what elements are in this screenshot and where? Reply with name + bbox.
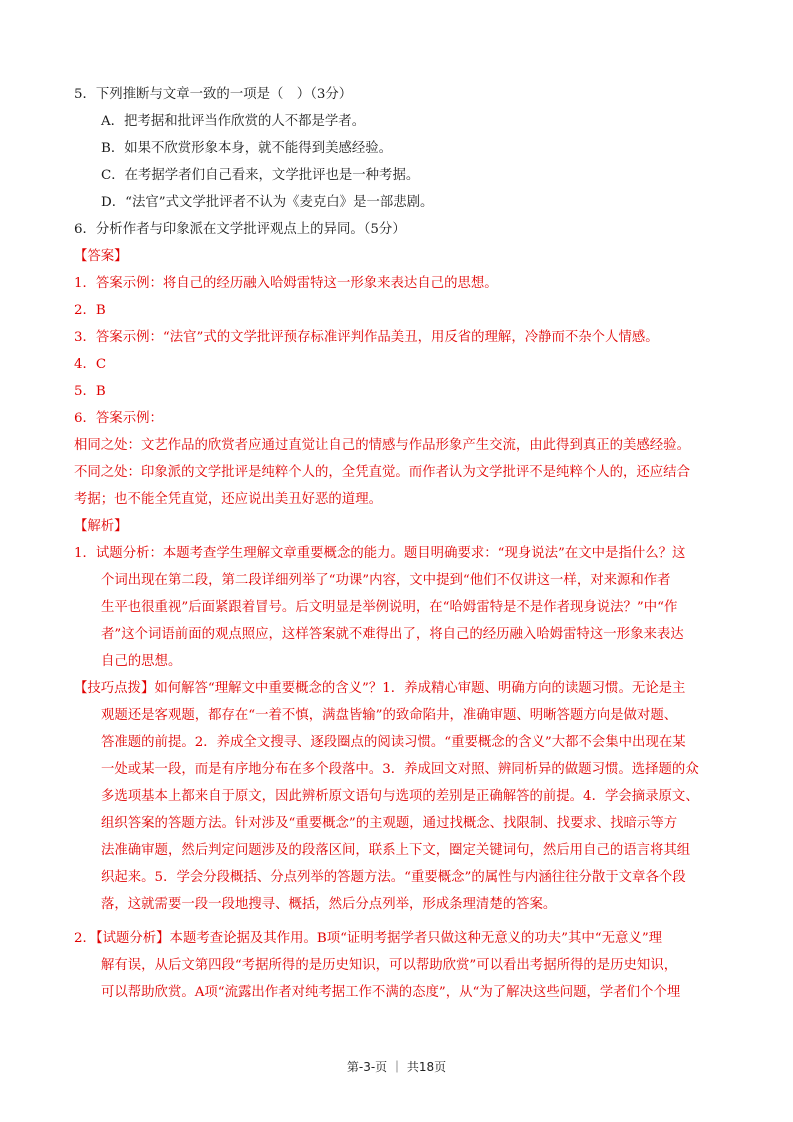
tips-line: 法准确审题，然后判定问题涉及的段落区间，联系上下文，圈定关键词句，然后用自己的语言将其组 [101,843,691,858]
analysis-item-2-line: 解有误，从后文第四段“考据所得的是历史知识，可以帮助欣赏”可以看出考据所得的是历史知识， [101,958,678,973]
answer-line: 1．答案示例：将自己的经历融入哈姆雷特这一形象来表达自己的思想。 [74,276,498,291]
analysis-item-1-line: 个词出现在第二段，第二段详细列举了“功课”内容，文中提到“他们不仅讲这一样，对来源和作者 [101,573,671,588]
answer-line: 5．B [74,384,106,399]
tips-line: 组织答案的答题方法。针对涉及“重要概念”的主观题，通过找概念、找限制、找要求、找暗示等方 [101,816,678,831]
tips-line: 一处或某一段，而是有序地分布在多个段落中。3．养成回文对照、辨同析异的做题习惯。选择题的众 [101,762,699,777]
question-6: 6．分析作者与印象派在文学批评观点上的异同。（5分） [74,222,406,237]
answer-line: 不同之处：印象派的文学批评是纯粹个人的，全凭直觉。而作者认为文学批评不是纯粹个人的，还应结合 [74,465,690,480]
tips-line: 答准题的前提。2．养成全文搜寻、逐段圈点的阅读习惯。“重要概念的含义”大都不会集中出现在某 [101,735,686,750]
analysis-item-1-line: 1．试题分析：本题考查学生理解文章重要概念的能力。题目明确要求：“现身说法”在文中是指什么？这 [74,546,686,561]
question-5-option-d: D．“法官”式文学批评者不认为《麦克白》是一部悲剧。 [101,195,434,210]
question-5-option-a: A．把考据和批评当作欣赏的人不都是学者。 [101,114,366,129]
answer-line: 4．C [74,357,107,372]
analysis-item-1-line: 者”这个词语前面的观点照应，这样答案就不难得出了，将自己的经历融入哈姆雷特这一形象来表达 [101,627,684,642]
tips-line: 观题还是客观题，都存在“一着不慎，满盘皆输”的致命陷井，准确审题、明晰答题方向是做对题、 [101,708,678,723]
tips-line: 【技巧点拨】如何解答“理解文中重要概念的含义”？1．养成精心审题、明确方向的读题习惯。无论是主 [74,681,686,696]
question-5-option-b: B．如果不欣赏形象本身，就不能得到美感经验。 [101,141,393,156]
analysis-item-2-line: 2．【试题分析】本题考查论据及其作用。B项“证明考据学者只做这种无意义的功夫”其中“无意义”理 [74,931,663,946]
answer-line: 考据；也不能全凭直觉，还应说出美丑好恶的道理。 [74,492,382,507]
page-footer: 第-3-页 ｜ 共18页 [346,1060,447,1074]
answer-line: 6．答案示例： [74,411,163,426]
tips-line: 织起来。5．学会分段概括、分点列举的答题方法。“重要概念”的属性与内涵往往分散于文章各个段 [101,870,686,885]
answer-line: 3．答案示例：“法官”式的文学批评预存标准评判作品美丑，用反省的理解，冷静而不杂个人情感。 [74,330,659,345]
analysis-item-1-line: 生平也很重视”后面紧跟着冒号。后文明显是举例说明，在“哈姆雷特是不是作者现身说法？”中“作 [101,600,678,615]
tips-line: 多选项基本上都来自于原文，因此辨析原文语句与选项的差别是正确解答的前提。4．学会摘录原文、 [101,789,699,804]
analysis-item-2-line: 可以帮助欣赏。A项“流露出作者对纯考据工作不满的态度”，从“为了解决这些问题，学者们个个埋 [101,985,681,1000]
question-5: 5．下列推断与文章一致的一项是（ ）（3分） [74,87,353,102]
answer-line: 相同之处：文艺作品的欣赏者应通过直觉让自己的情感与作品形象产生交流，由此得到真正的美感经验。 [74,438,690,453]
answer-line: 2．B [74,303,106,318]
tips-line: 落，这就需要一段一段地搜寻、概括，然后分点列举，形成条理清楚的答案。 [101,897,557,912]
analysis-header: 【解析】 [74,519,128,534]
answer-header: 【答案】 [74,249,128,264]
analysis-item-1-line: 自己的思想。 [101,654,182,669]
question-5-option-c: C．在考据学者们自己看来，文学批评也是一种考据。 [101,168,420,183]
